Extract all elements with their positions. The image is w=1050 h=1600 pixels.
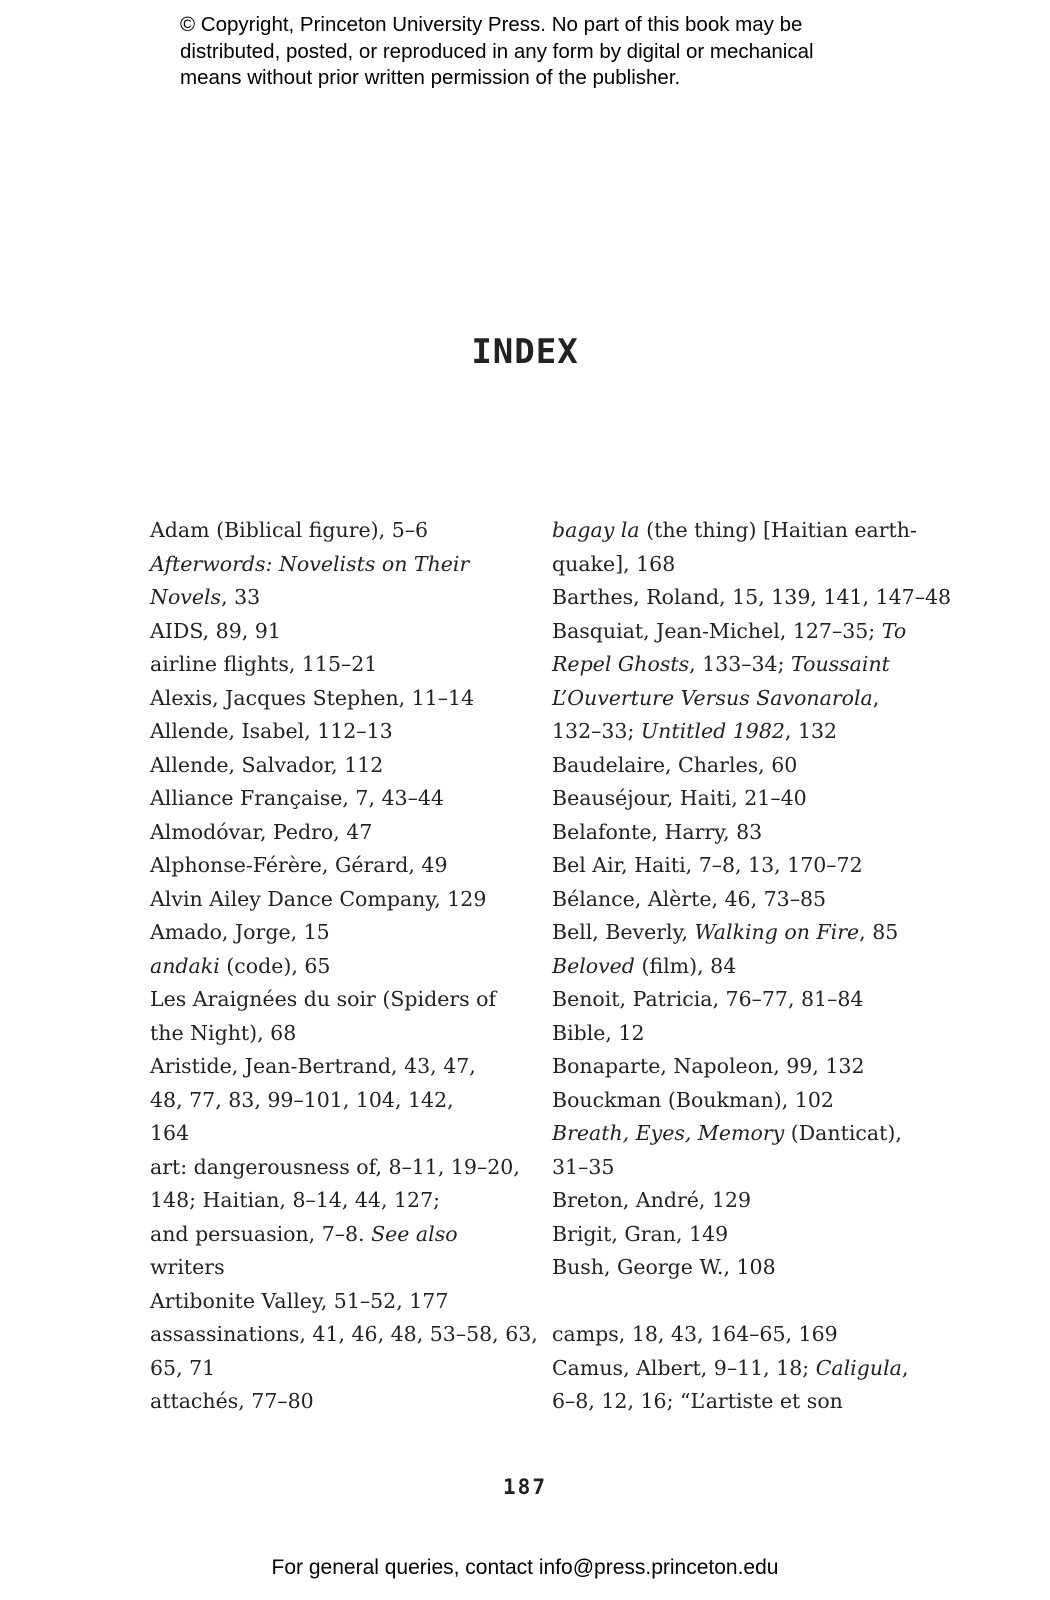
- index-entry-line: [552, 983, 927, 1017]
- entry-text: Bell, Beverly,: [552, 920, 695, 944]
- entry-text: Belafonte, Harry, 83: [552, 819, 763, 844]
- entry-text: Aristide, Jean-Bertrand, 43, 47,: [150, 1054, 476, 1078]
- index-entry-line: [150, 1385, 525, 1419]
- index-entry-line: [552, 950, 927, 984]
- index-entry-line: [150, 983, 525, 1017]
- index-entry-line: [552, 615, 927, 649]
- entry-text: camps, 18, 43, 164–65, 169: [552, 1322, 838, 1346]
- entry-text: AIDS, 89, 91: [150, 618, 281, 643]
- index-entry-line: [150, 782, 525, 816]
- index-entry-line: [150, 548, 525, 582]
- index-entry: [150, 615, 525, 649]
- index-entry-line: [150, 648, 525, 682]
- index-entry: [552, 883, 927, 917]
- entry-text: 48, 77, 83, 99–101, 104, 142,: [150, 1087, 454, 1112]
- index-entry-line: [552, 1151, 927, 1185]
- index-entry-line: [552, 1352, 927, 1386]
- copyright-line: © Copyright, Princeton University Press. No part of this book may be: [180, 13, 803, 36]
- entry-text: Breton, André, 129: [552, 1188, 752, 1212]
- entry-text: Bonaparte, Napoleon, 99, 132: [552, 1054, 865, 1078]
- entry-text: ,: [901, 1355, 909, 1380]
- italic-text: Toussaint: [791, 652, 890, 676]
- entry-text: Almodóvar, Pedro, 47: [150, 819, 373, 844]
- index-entry-line: [552, 581, 952, 615]
- entry-text: 132–33;: [552, 719, 641, 743]
- index-entry-line: [150, 816, 525, 850]
- index-entry-line: [150, 1352, 525, 1386]
- index-entry: [552, 849, 927, 883]
- index-entry: [552, 1318, 927, 1352]
- letter-group-gap: [552, 1285, 927, 1319]
- entry-text: , 85: [859, 920, 899, 944]
- index-column-right: [552, 514, 952, 1419]
- entry-text: Alexis, Jacques Stephen, 11–14: [150, 685, 475, 710]
- index-entry-line: [150, 1151, 525, 1185]
- index-entry: [150, 849, 525, 883]
- entry-text: , 133–34;: [689, 652, 792, 676]
- index-entry: [552, 514, 927, 581]
- index-entry: [150, 1318, 538, 1385]
- index-entry-line: [552, 1117, 927, 1151]
- index-entry: [150, 514, 525, 548]
- italic-text: Beloved: [552, 953, 635, 978]
- entry-text: 148; Haitian, 8–14, 44, 127;: [150, 1188, 441, 1212]
- index-column-left: [150, 514, 538, 1419]
- entry-text: airline flights, 115–21: [150, 652, 378, 676]
- entry-text: Alphonse-Férère, Gérard, 49: [150, 853, 448, 877]
- entry-text: (Danticat),: [784, 1121, 902, 1145]
- entry-text: 31–35: [552, 1154, 615, 1179]
- entry-text: art: dangerousness of, 8–11, 19–20,: [150, 1154, 520, 1179]
- index-entry: [552, 983, 927, 1017]
- index-entry-line: [552, 916, 927, 950]
- entry-text: Barthes, Roland, 15, 139, 141, 147–48: [552, 585, 952, 609]
- index-entry: [552, 1352, 927, 1419]
- italic-text: Untitled 1982: [640, 719, 785, 743]
- index-entry-line: [150, 950, 525, 984]
- index-entry-line: [552, 749, 927, 783]
- entry-text: attachés, 77–80: [150, 1389, 314, 1413]
- index-entry-line: [150, 715, 525, 749]
- index-entry-line: [150, 849, 525, 883]
- entry-text: (the thing) [Haitian earth-: [639, 518, 917, 542]
- index-entry-line: [150, 1218, 525, 1252]
- index-entry-line: [150, 1285, 525, 1319]
- entry-text: assassinations, 41, 46, 48, 53–58, 63,: [150, 1322, 538, 1346]
- italic-text: bagay la: [552, 518, 640, 542]
- entry-text: Benoit, Patricia, 76–77, 81–84: [552, 987, 864, 1011]
- index-entry: [150, 782, 525, 816]
- entry-text: quake], 168: [552, 551, 676, 576]
- index-entry: [150, 749, 525, 783]
- index-entry-line: [150, 1318, 538, 1352]
- index-entry-line: [552, 1385, 927, 1419]
- entry-text: Bouckman (Boukman), 102: [552, 1087, 834, 1112]
- footer-contact: For general queries, contact info@press.princeton.edu: [271, 1556, 779, 1579]
- index-entry: [150, 648, 525, 682]
- page-title: INDEX: [471, 332, 579, 372]
- italic-text: See also: [371, 1221, 458, 1246]
- index-entry-line: [552, 782, 927, 816]
- entry-text: Brigit, Gran, 149: [552, 1221, 729, 1246]
- entry-text: Bélance, Alèrte, 46, 73–85: [552, 886, 827, 911]
- index-entry-line: [150, 1017, 525, 1051]
- entry-text: writers: [150, 1255, 225, 1279]
- index-entry-line: [150, 615, 525, 649]
- index-entry-line: [552, 715, 927, 749]
- entry-text: Bush, George W., 108: [552, 1255, 776, 1279]
- index-entry: [150, 1285, 525, 1319]
- index-entry-line: [150, 916, 525, 950]
- entry-text: Les Araignées du soir (Spiders of: [150, 987, 497, 1011]
- entry-text: Allende, Isabel, 112–13: [150, 719, 393, 743]
- entry-text: , 132: [784, 719, 838, 743]
- index-entry: [552, 916, 927, 950]
- copyright-notice: [180, 12, 900, 92]
- index-entry-line: [150, 581, 525, 615]
- page-number: 187: [503, 1475, 547, 1499]
- italic-text: To: [881, 618, 907, 643]
- entry-text: (film), 84: [634, 953, 737, 978]
- index-entry: [552, 1218, 927, 1252]
- entry-text: Baudelaire, Charles, 60: [552, 752, 798, 777]
- index-entry: [150, 816, 525, 850]
- index-entry: [150, 1151, 525, 1285]
- index-entry-line: [552, 883, 927, 917]
- entry-text: Allende, Salvador, 112: [150, 752, 384, 777]
- entry-text: 164: [150, 1121, 190, 1145]
- index-entry: [552, 1251, 927, 1285]
- index-entry-line: [552, 816, 927, 850]
- index-entry: [150, 1050, 525, 1151]
- italic-text: Afterwords: Novelists on Their: [150, 551, 470, 576]
- index-entry-line: [552, 1318, 927, 1352]
- italic-text: L’Ouverture Versus Savonarola: [552, 685, 873, 710]
- entry-text: Bel Air, Haiti, 7–8, 13, 170–72: [552, 853, 863, 877]
- index-entry: [150, 715, 525, 749]
- index-entry-line: [552, 548, 927, 582]
- entry-text: Alliance Française, 7, 43–44: [150, 786, 444, 810]
- index-entry-line: [552, 1218, 927, 1252]
- entry-text: , 33: [221, 585, 261, 609]
- index-entry: [552, 950, 927, 984]
- index-entry-line: [150, 514, 525, 548]
- entry-text: 65, 71: [150, 1355, 216, 1380]
- index-entry: [150, 682, 525, 716]
- italic-text: Breath, Eyes, Memory: [552, 1121, 785, 1145]
- entry-text: Camus, Albert, 9–11, 18;: [552, 1355, 816, 1380]
- index-entry: [150, 983, 525, 1050]
- index-entry-line: [150, 1084, 525, 1118]
- index-entry: [552, 1117, 927, 1184]
- index-entry: [552, 782, 927, 816]
- index-entry-line: [150, 1251, 525, 1285]
- index-entry: [150, 548, 525, 615]
- entry-text: Adam (Biblical figure), 5–6: [150, 518, 429, 542]
- index-entry-line: [150, 749, 525, 783]
- italic-text: andaki: [150, 953, 220, 978]
- index-entry: [552, 1084, 927, 1118]
- index-entry-line: [150, 1050, 525, 1084]
- index-entry-line: [552, 648, 927, 682]
- entry-text: ,: [872, 685, 880, 710]
- entry-text: 6–8, 12, 16; “L’artiste et son: [552, 1389, 843, 1413]
- index-entry: [552, 1050, 927, 1084]
- entry-text: and persuasion, 7–8.: [150, 1221, 372, 1246]
- index-entry-line: [552, 1017, 927, 1051]
- index-entry-line: [552, 514, 927, 548]
- italic-text: Novels: [150, 585, 222, 609]
- copyright-line: distributed, posted, or reproduced in any form by digital or mechanical: [180, 39, 814, 63]
- index-entry-line: [150, 883, 525, 917]
- copyright-line: means without prior written permission of the publisher.: [180, 66, 681, 89]
- entry-text: Bible, 12: [552, 1020, 645, 1045]
- entry-text: Alvin Ailey Dance Company, 129: [150, 886, 487, 911]
- index-entry-line: [150, 1117, 525, 1151]
- italic-text: Walking on Fire: [694, 920, 860, 944]
- index-entry-line: [150, 1184, 525, 1218]
- index-entry: [150, 950, 525, 984]
- index-entry: [552, 1017, 927, 1051]
- index-entry-line: [150, 682, 525, 716]
- index-entry: [552, 1184, 927, 1218]
- entry-text: Beauséjour, Haiti, 21–40: [552, 786, 807, 810]
- index-entry: [552, 816, 927, 850]
- index-entry: [552, 749, 927, 783]
- index-entry-line: [552, 849, 927, 883]
- index-entry-line: [552, 1184, 927, 1218]
- index-entry-line: [552, 1050, 927, 1084]
- entry-text: Amado, Jorge, 15: [150, 920, 330, 944]
- entry-text: the Night), 68: [150, 1020, 297, 1045]
- index-entry-line: [552, 682, 927, 716]
- entry-text: Basquiat, Jean-Michel, 127–35;: [552, 618, 882, 643]
- index-entry: [150, 916, 525, 950]
- entry-text: Artibonite Valley, 51–52, 177: [150, 1288, 449, 1313]
- index-entry: [150, 883, 525, 917]
- index-entry-line: [552, 1084, 927, 1118]
- index-entry-line: [552, 1251, 927, 1285]
- italic-text: Repel Ghosts: [552, 652, 690, 676]
- index-entry: [552, 581, 952, 615]
- index-entry: [150, 1385, 525, 1419]
- entry-text: (code), 65: [219, 953, 331, 978]
- index-entry: [552, 615, 927, 749]
- italic-text: Caligula: [815, 1355, 902, 1380]
